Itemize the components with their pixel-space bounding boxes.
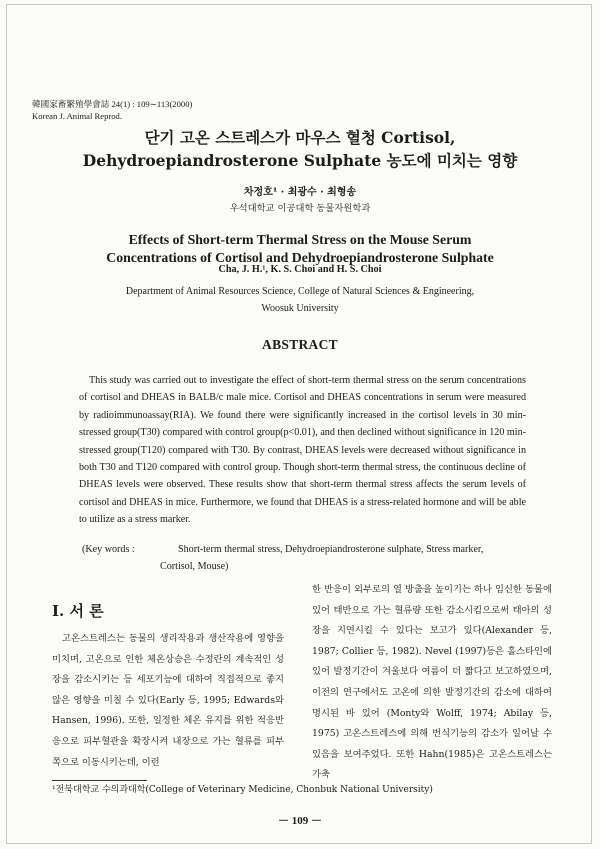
body-text-left-column: 고온스트레스는 동물의 생리작용과 생산작용에 영향을 미치며, 고온으로 인한 체온상승은 수정란의 계속적인 성장을 감소시키는 등 세포기능에 대하여 직접적으로 좋지 않은 영향을 미칠 수 있다(Early 등, 1995; Edwards와 Hansen, 1996). 또한, 일정한 체온 유지를 위한 적응반응으로 피부혈관을 확장시켜 내장으로 가는 혈류를 피부 쪽으로 이동시키는데, 이런: [52, 633, 284, 768]
korean-authors: 차정호¹ · 최광수 · 최형송: [243, 187, 357, 198]
journal-name-english: Korean J. Animal Reprod.: [32, 110, 122, 121]
english-affiliation-line-2: Woosuk University: [261, 303, 339, 314]
body-text-right-column: 한 반응이 외부로의 열 방출을 높이기는 하나 임신한 동물에 있어 태반으로 가는 혈류량 또한 감소시킴으로써 태아의 성장을 지연시킬 수 있다는 보고가 있다(Alexander 등, 1987; Collier 등, 1982). Nevel (1997)등은 홀스타인에 있어 발정기간이 겨울보다 여름이 더 짧다고 보고하였으며, 이전의 연구에서도 고온에 의한 발정기간의 감소에 대하여 명시된 바 있어 (Monty와 Wolff, 1974; Abilay 등, 1975) 고온스트레스에 의해 번식기능의 감소가 일어날 수 있음을 보여주었다. 또한 Hahn(1985)은 고온스트레스는 가축: [312, 584, 552, 781]
footnote: ¹전북대학교 수의과대학(College of Veterinary Medicine, Chonbuk National University): [52, 785, 433, 795]
korean-title-line-1: 단기 고온 스트레스가 마우스 혈청 Cortisol,: [144, 128, 456, 147]
keywords-line-1: Short-term thermal stress, Dehydroepiandrosterone sulphate, Stress marker,: [178, 544, 484, 555]
keywords-label: (Key words :: [82, 544, 135, 555]
footnote-divider: [52, 780, 147, 781]
english-title-line-2: Concentrations of Cortisol and Dehydroepiandrosterone Sulphate: [106, 250, 494, 265]
english-affiliation-line-1: Department of Animal Resources Science, College of Natural Sciences & Engineering,: [125, 286, 475, 297]
abstract-heading: ABSTRACT: [262, 337, 338, 352]
korean-title-line-2: Dehydroepiandrosterone Sulphate 농도에 미치는 영향: [82, 151, 518, 170]
section-heading-introduction: Ⅰ. 서 론: [52, 602, 104, 620]
keywords-line-2: Cortisol, Mouse): [160, 561, 229, 573]
keywords: [82, 541, 532, 576]
english-title-line-1: Effects of Short-term Thermal Stress on the Mouse Serum: [128, 232, 472, 247]
abstract-body: This study was carried out to investigate the effect of short-term thermal stress on the serum concentrations of cortisol and DHEAS in BALB/c male mice. Cortisol and DHEAS concentrations in serum were measured by radioimmunoassay(RIA). We found there were significantly increased in the cortisol levels in 30 min-stressed group(T30) compared with control group(p<0.01), and then declined without significance in 120 min-stressed group(T120) compared with T30. By contrast, DHEAS levels were decreased without significance in both T30 and T120 compared with control group. Though short-term thermal stress, the continuous decline of DHEAS levels were observed. These results show that short-term thermal stress affects the serum levels of cortisol and DHEAS in mice. Furthermore, we found that DHEAS is a stress-related hormone and will be able to utilize as a stress marker.: [79, 375, 526, 526]
korean-affiliation: 우석대학교 이공대학 동물자원학과: [229, 203, 371, 214]
page-number: － 109 －: [278, 815, 322, 827]
journal-citation: [32, 99, 192, 122]
journal-name-korean: 韓國家畜繁殖學會誌 24(1) : 109∼113(2000): [32, 99, 193, 109]
english-authors: Cha, J. H.¹, K. S. Choi and H. S. Choi: [218, 264, 382, 275]
